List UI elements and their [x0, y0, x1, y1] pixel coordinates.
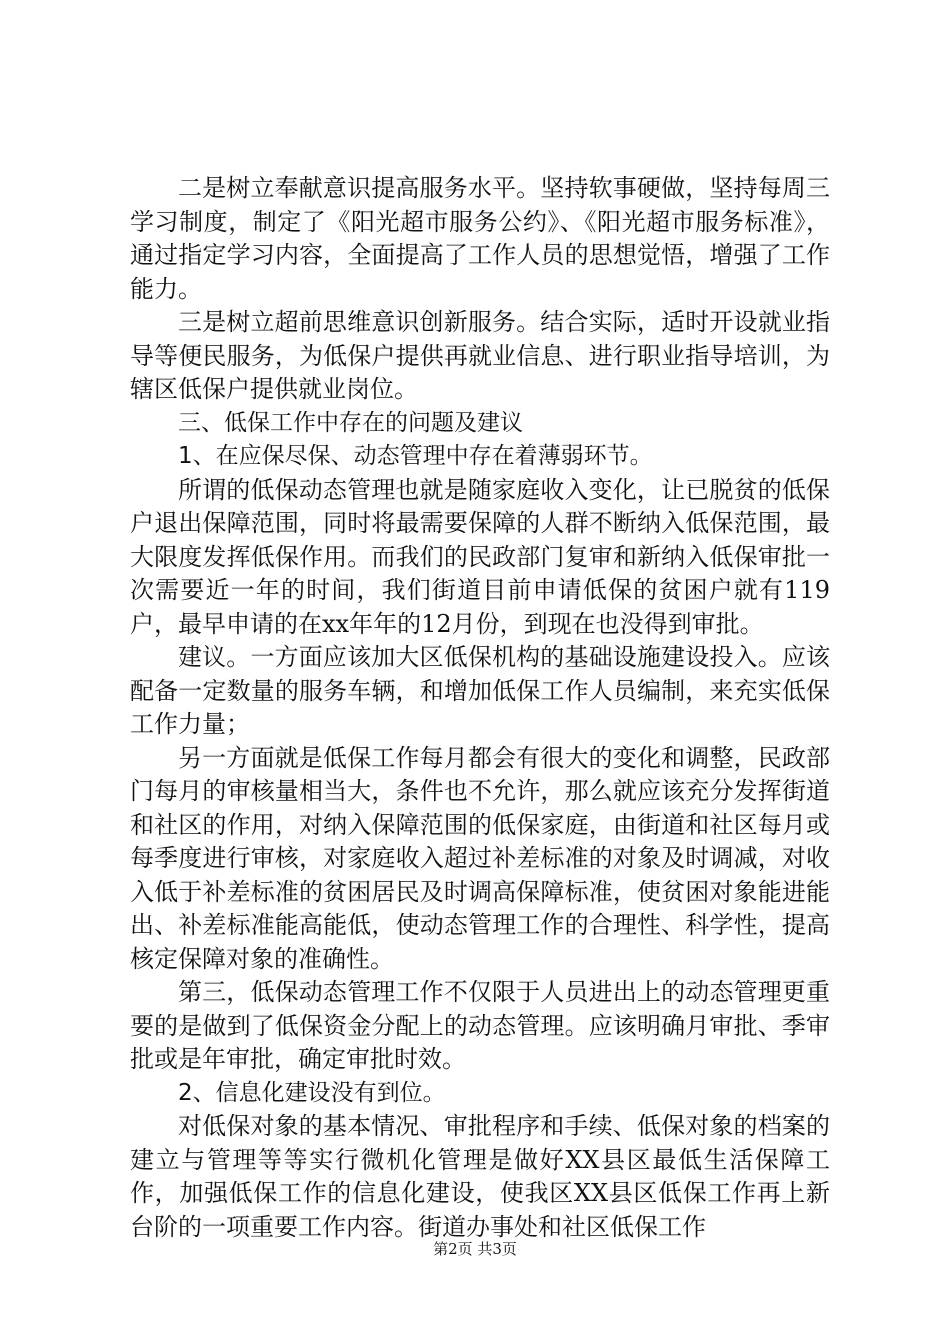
document-body — [130, 172, 830, 1244]
subheading-dynamic-management: 1、在应保尽保、动态管理中存在着薄弱环节。 — [178, 443, 653, 469]
section-heading-problems: 三、低保工作中存在的问题及建议 — [178, 409, 523, 436]
paragraph-innovation-service: 三是树立超前思维意识创新服务。结合实际，适时开设就业指导等便民服务，为低保户提供再就业信息、进行职业指导培训，为辖区低保户提供就业岗位。 — [130, 308, 830, 403]
paragraph-dynamic-management: 所谓的低保动态管理也就是随家庭收入变化，让已脱贫的低保户退出保障范围，同时将最需要保障的人群不断纳入低保范围，最大限度发挥低保作用。而我们的民政部门复审和新纳入低保审批一次需要近一年的时间，我们街道目前申请低保的贫困户就有119户，最早申请的在xx年年的12月份，到现在也没得到审批。 — [130, 475, 830, 638]
subheading-informatization: 2、信息化建设没有到位。 — [178, 1079, 446, 1106]
page-footer: 第2页 共3页 — [433, 1240, 517, 1258]
paragraph-third-point: 第三，低保动态管理工作不仅限于人员进出上的动态管理更重要的是做到了低保资金分配上的动态管理。应该明确月审批、季审批或是年审批，确定审批时效。 — [130, 978, 830, 1073]
paragraph-other-aspect: 另一方面就是低保工作每月都会有很大的变化和调整，民政部门每月的审核量相当大，条件也不允许，那么就应该充分发挥街道和社区的作用，对纳入保障范围的低保家庭，由街道和社区每月或每季度进行审核，对家庭收入超过补差标准的对象及时调减，对收入低于补差标准的贫困居民及时调高保障标准，使贫困对象能进能出、补差标准能高能低，使动态管理工作的合理性、科学性，提高核定保障对象的准确性。 — [130, 743, 830, 973]
paragraph-suggestion: 建议。一方面应该加大区低保机构的基础设施建设投入。应该配备一定数量的服务车辆，和增加低保工作人员编制，来充实低保工作力量； — [130, 643, 830, 738]
paragraph-informatization: 对低保对象的基本情况、审批程序和手续、低保对象的档案的建立与管理等等实行微机化管理是做好XX县区最低生活保障工作，加强低保工作的信息化建设，使我区XX县区低保工作再上新台阶的一项重要工作内容。街道办事处和社区低保工作 — [130, 1112, 830, 1241]
paragraph-service-level: 二是树立奉献意识提高服务水平。坚持软事硬做，坚持每周三学习制度，制定了《阳光超市服务公约》、《阳光超市服务标准》，通过指定学习内容，全面提高了工作人员的思想觉悟，增强了工作能力。 — [130, 174, 830, 303]
